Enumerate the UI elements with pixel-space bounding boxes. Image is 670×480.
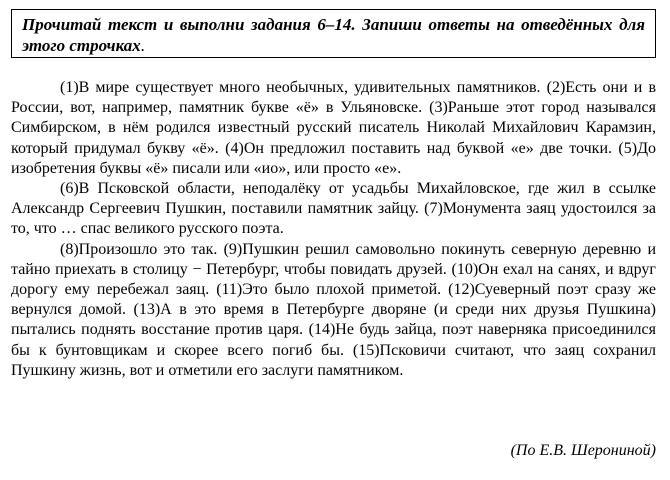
task-instruction-period: . (140, 36, 146, 55)
text-source: (По Е.В. Шерониной) (510, 442, 656, 459)
paragraph-2: (6)В Псковской области, неподалёку от усадьбы Михайловское, где жил в ссылке Александр Сергеевич Пушкин, поставили памятник зайцу. (7)Монумента заяц удостоился за то, что … спас великого русского поэта. (11, 180, 656, 238)
paragraph-1: (1)В мире существует много необычных, удивительных памятников. (2)Есть они и в России, вот, например, памятник букве «ё» в Ульяновске. (3)Раньше этот город назывался Симбирском, в нём родился известный русский писатель Николай Михайлович Карамзин, который придумал букву «ё». (4)Он предложил поставить над буквой «е» две точки. (5)До изобретения буквы «ё» писали или «ио», или просто «е». (11, 79, 656, 177)
task-instruction: Прочитай текст и выполни задания 6–14. Запиши ответы на отведённых для этого строчках (22, 15, 645, 55)
task-instruction-box (11, 9, 656, 58)
paragraph-3: (8)Произошло это так. (9)Пушкин решил самовольно покинуть северную деревню и тайно приехать в столицу − Петербург, чтобы повидать друзей. (10)Он ехал на санях, и вдруг дорогу ему перебежал заяц. (11)Это было плохой приметой. (12)Суеверный поэт сразу же вернулся домой. (13)А в это время в Петербурге дворяне (и среди них друзья Пушкина) пытались поднять восстание против царя. (14)Не будь зайца, поэт наверняка присоединился бы к бунтовщикам и скорее всего погиб бы. (15)Псковичи считают, что заяц сохранил Пушкину жизнь, вот и отметили его заслуги памятником. (11, 240, 656, 379)
reading-text (11, 78, 656, 381)
